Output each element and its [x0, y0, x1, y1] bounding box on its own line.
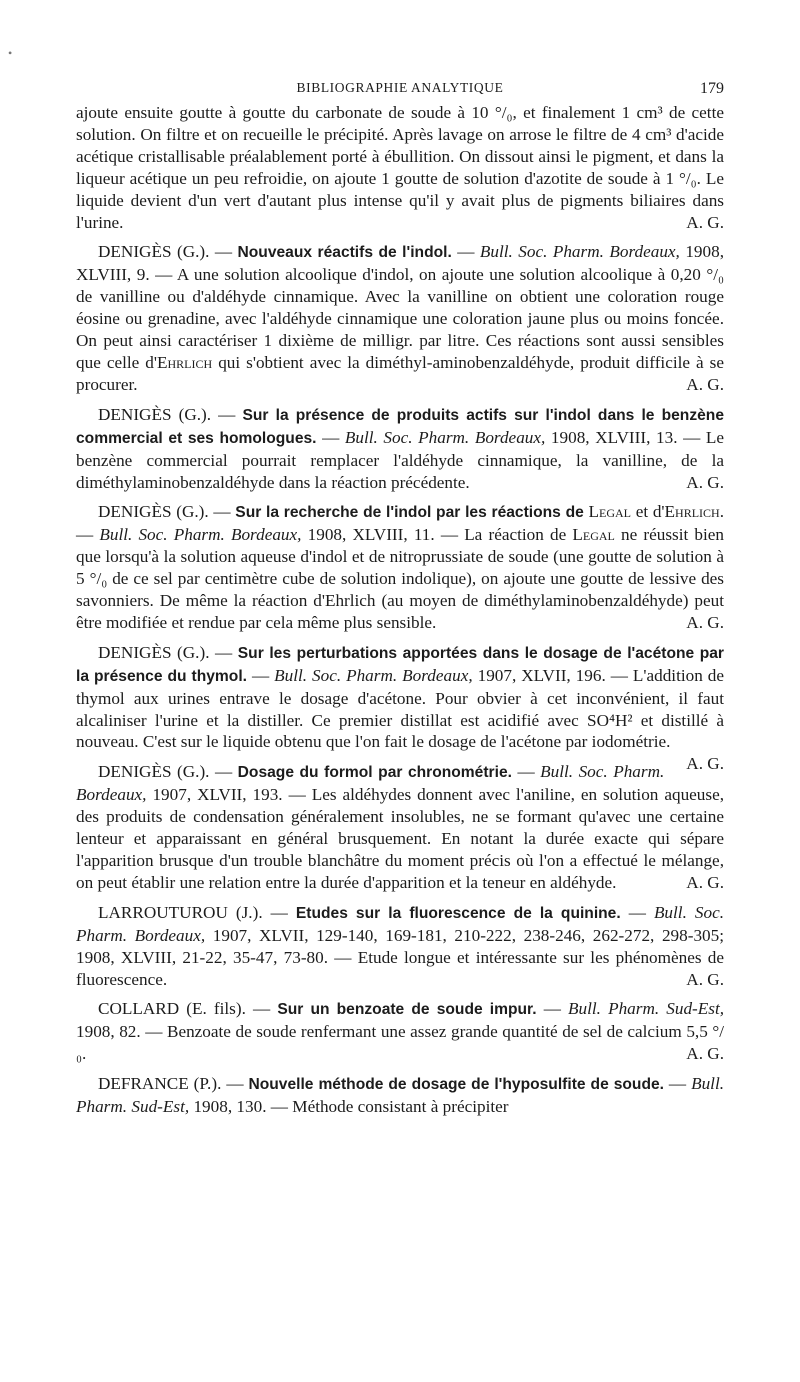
signature: A. G.	[686, 754, 724, 774]
page-number: 179	[700, 80, 724, 97]
running-header	[76, 76, 724, 102]
entry-title: Dosage du formol par chronométrie.	[237, 764, 512, 782]
page	[76, 76, 724, 1118]
entry-journal: Bull. Soc. Pharm. Bordeaux,	[76, 902, 725, 945]
entry-body: Benzoate de soude renfermant une assez grande quantité de sel de calcium 5,5 °/₀.	[76, 1022, 724, 1064]
entry-body: L'addition de thymol aux urines entrave le dosage d'acétone. Pour obvier à cet inconvénient, il faut alcaliniser l'urine et la distiller. Ce premier distillat est acidifié avec SO⁴H² et distillé à nouveau. C'est sur le liquide obtenu que l'on fait le dosage de l'acétone par iodométrie.	[76, 665, 725, 752]
entry-body: La réaction de	[464, 525, 573, 545]
entry-body: Le benzène commercial pourrait remplacer l'aldéhyde cinnamique, la vanilline, de la diméthylaminobenzaldéhyde dans la réaction précédente.	[76, 427, 725, 492]
entry-reference: 1908, XLVIII, 9.	[76, 242, 724, 285]
entry-body: Méthode consistant à précipiter	[292, 1097, 509, 1117]
entry-title: Nouvelle méthode de dosage de l'hyposulfite de soude.	[248, 1076, 664, 1094]
entry-journal: Bull. Pharm. Sud-Est,	[76, 1074, 725, 1117]
entry-journal: Bull. Soc. Pharm. Bordeaux,	[99, 525, 302, 545]
running-title: BIBLIOGRAPHIE ANALYTIQUE	[296, 80, 504, 95]
entry-title: Etudes sur la fluorescence de la quinine.	[295, 904, 621, 922]
entry-reference: 1908, XLVIII, 13.	[550, 427, 678, 447]
bibliography-entry: DENIGÈS (G.). — Sur les perturbations apportées dans le dosage de l'acétone par la présence du thymol. — Bull. Soc. Pharm. Bordeaux, 1907, XLVII, 196. — L'addition de thymol aux urines entrave le dosage d'acétone. Pour obvier à cet inconvénient, il faut alcaliniser l'urine et la distiller. Ce premier distillat est acidifié avec SO⁴H² et distillé à nouveau. C'est sur le liquide obtenu que l'on fait le dosage de l'acétone par iodométrie. A. G.	[76, 642, 725, 774]
entry-journal: Bull. Pharm. Sud-Est,	[568, 999, 725, 1019]
entry-body-end: qui s'obtient avec la diméthyl-aminobenzaldéhyde, produit difficile à se procurer.	[76, 352, 724, 394]
bibliography-entry: DENIGÈS (G.). — Nouveaux réactifs de l'indol. — Bull. Soc. Pharm. Bordeaux, 1908, XLVIII, 9. — A une solution alcoolique d'indol, on ajoute une solution alcoolique à 0,20 °/₀ de vanilline ou d'aldéhyde cinnamique. Avec la vanilline on obtient une coloration rouge éosine ou grenadine, avec l'aldéhyde cinnamique une coloration jaune plus ou moins foncée. On peut ainsi caractériser 1 dixième de milligr. par litre. Ces réactions sont aussi sensibles que celle d'Ehrlich qui s'obtient avec la diméthyl-aminobenzaldéhyde, produit difficile à se procurer. A. G.	[76, 242, 724, 394]
entry-author: DENIGÈS (G.).	[98, 762, 210, 782]
signature: A. G.	[686, 472, 724, 492]
entry-author: COLLARD (E. fils).	[98, 999, 246, 1019]
continuation-paragraph: ajoute ensuite goutte à goutte du carbonate de soude à 10 °/₀, et finalement 1 cm³ de cette solution. On filtre et on recueille le précipité. Après lavage on arrose le filtre de 4 cm³ d'acide acétique cristallisable préalablement porté à ébullition. On dissout ainsi le pigment, et dans la liqueur acétique un peu refroidie, on ajoute 1 goutte de solution d'azotite de soude à 1 °/₀. Le liquide devient d'un vert d'autant plus intense qu'il y avait plus de pigments biliaires dans l'urine. A. G.	[76, 103, 724, 232]
entry-title-smallcaps: Ehrlich	[664, 502, 720, 522]
entry-journal: Bull. Soc. Pharm. Bordeaux,	[344, 427, 546, 447]
page-body	[76, 102, 724, 1118]
entry-body: Etude longue et intéressante sur les phénomènes de fluorescence.	[76, 947, 725, 989]
entry-title: Nouveaux réactifs de l'indol.	[237, 244, 452, 262]
entry-reference: 1907, XLVII, 193.	[152, 785, 283, 805]
entry-body-smallcaps: Legal	[572, 525, 615, 545]
signature: A. G.	[686, 374, 724, 394]
entry-body: A une solution alcoolique d'indol, on ajoute une solution alcoolique à 0,20 °/₀ de vanilline ou d'aldéhyde cinnamique. Avec la vanilline on obtient une coloration rouge éosine ou grenadine, avec l'aldéhyde cinnamique une coloration jaune plus ou moins foncée. On peut ainsi caractériser 1 dixième de milligr. par litre. Ces réactions sont aussi sensibles que celle d'	[76, 265, 724, 372]
bibliography-entry: COLLARD (E. fils). — Sur un benzoate de soude impur. — Bull. Pharm. Sud-Est, 1908, 82. — Benzoate de soude renfermant une assez grande quantité de sel de calcium 5,5 °/₀. A. G.	[76, 999, 725, 1064]
entry-author: LARROUTUROU (J.).	[98, 902, 263, 922]
bibliography-entry: DENIGÈS (G.). — Sur la présence de produits actifs sur l'indol dans le benzène commercial et ses homologues. — Bull. Soc. Pharm. Bordeaux, 1908, XLVIII, 13. — Le benzène commercial pourrait remplacer l'aldéhyde cinnamique, la vanilline, de la diméthylaminobenzaldéhyde dans la réaction précédente. A. G.	[76, 404, 725, 492]
signature: A. G.	[686, 969, 724, 989]
bibliography-entry: DENIGÈS (G.). — Dosage du formol par chronométrie. — Bull. Soc. Pharm. Bordeaux, 1907, XLVII, 193. — Les aldéhydes donnent avec l'aniline, en solution aqueuse, des produits de condensation généralement insolubles, ne se formant qu'avec une certaine lenteur et apparaissant en général brusquement. En notant la durée exacte qui sépare l'apparition brusque d'un trouble blanchâtre du moment précis où l'on a effectué le mélange, on peut établir une relation entre la durée d'apparition et la teneur en aldéhyde. A. G.	[76, 762, 725, 892]
entry-journal: Bull. Soc. Pharm. Bordeaux,	[479, 242, 680, 262]
entry-reference: 1908, XLVIII, 11.	[307, 525, 435, 545]
entry-reference: 1907, XLVII, 196.	[477, 665, 606, 685]
entry-journal: Bull. Soc. Pharm. Bordeaux,	[274, 665, 473, 685]
entry-reference: 1907, XLVII, 129-140, 169-181, 210-222, 238-246, 262-272, 298-305; 1908, XLVIII, 21-22, 35-47, 73-80.	[76, 925, 725, 967]
entry-title: Sur les perturbations apportées dans le dosage de l'acétone par la présence du thymol.	[76, 644, 724, 685]
entry-journal: Bull. Soc. Pharm. Bordeaux,	[76, 762, 665, 805]
entry-author: DENIGÈS (G.).	[98, 502, 209, 522]
signature: A. G.	[686, 1044, 724, 1064]
bibliography-entry: DENIGÈS (G.). — Sur la recherche de l'indol par les réactions de Legal et d'Ehrlich. — Bull. Soc. Pharm. Bordeaux, 1908, XLVIII, 11. — La réaction de Legal ne réussit bien que lorsqu'à la solution aqueuse d'indol et de nitroprussiate de soude (une goutte de solution à 5 °/₀ de ce sel par centimètre cube de solution indolique), on ajoute une goutte de lessive des savonniers. De même la réaction d'Ehrlich (au moyen de diméthylaminobenzaldéhyde) peut être modifiée et rendue par cela même plus sensible. A. G.	[76, 502, 725, 632]
entry-title-mid: et d'	[631, 502, 665, 522]
signature: A. G.	[686, 612, 724, 632]
entry-body-end: ne réussit bien que lorsqu'à la solution aqueuse d'indol et de nitroprussiate de soude (une goutte de solution à 5 °/₀ de ce sel par centimètre cube de solution indolique), on ajoute une goutte de lessive des savonniers. De même la réaction d'Ehrlich (au moyen de diméthylaminobenzaldéhyde) peut être modifiée et rendue par cela même plus sensible.	[76, 525, 725, 632]
entry-title-smallcaps: Legal	[588, 502, 631, 522]
entry-body-smallcaps: Ehrlich	[157, 352, 213, 372]
signature: A. G.	[686, 212, 724, 232]
entry-title: Sur la présence de produits actifs sur l'indol dans le benzène commercial et ses homologues.	[76, 406, 724, 447]
signature: A. G.	[686, 872, 724, 892]
entry-title: Sur la recherche de l'indol par les réactions de	[235, 504, 584, 522]
entry-author: DENIGÈS (G.).	[98, 242, 210, 262]
entry-reference: 1908, 82.	[76, 1022, 141, 1042]
entry-author: DENIGÈS (G.).	[98, 404, 212, 424]
entry-title-end: .	[719, 502, 724, 522]
entry-body: Les aldéhydes donnent avec l'aniline, en solution aqueuse, des produits de condensation généralement insolubles, ne se formant qu'avec une certaine lenteur et apparaissant en général brusquement. En notant la durée exacte qui sépare l'apparition brusque d'un trouble blanchâtre du moment précis où l'on a effectué le mélange, on peut établir une relation entre la durée d'apparition et la teneur en aldéhyde.	[76, 785, 725, 892]
entry-reference: 1908, 130.	[193, 1097, 267, 1117]
entry-title: Sur un benzoate de soude impur.	[277, 1001, 537, 1019]
bibliography-entry: LARROUTUROU (J.). — Etudes sur la fluorescence de la quinine. — Bull. Soc. Pharm. Bordeaux, 1907, XLVII, 129-140, 169-181, 210-222, 238-246, 262-272, 298-305; 1908, XLVIII, 21-22, 35-47, 73-80. — Etude longue et intéressante sur les phénomènes de fluorescence. A. G.	[76, 902, 725, 989]
bibliography-entry: DEFRANCE (P.). — Nouvelle méthode de dosage de l'hyposulfite de soude. — Bull. Pharm. Sud-Est, 1908, 130. — Méthode consistant à précipiter	[76, 1074, 725, 1117]
entry-author: DEFRANCE (P.).	[98, 1074, 222, 1094]
entry-author: DENIGÈS (G.).	[98, 642, 210, 662]
margin-mark: •	[8, 46, 13, 60]
